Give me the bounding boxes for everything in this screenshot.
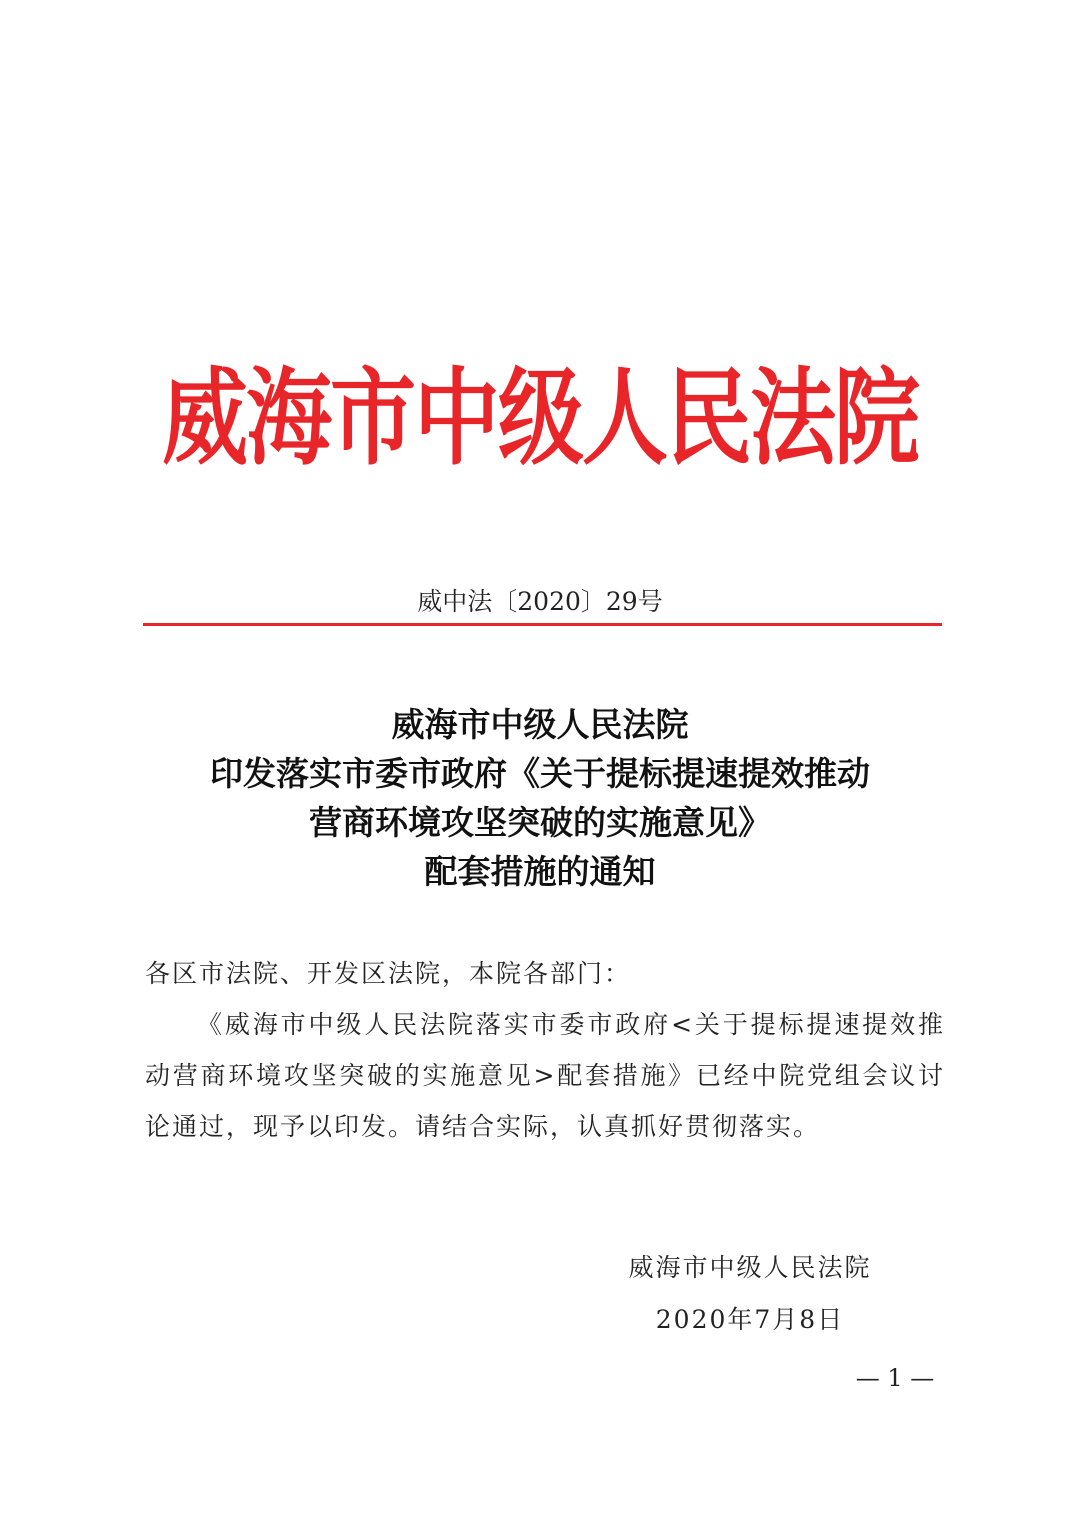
signature-date: 2020年7月8日 [655,1305,845,1334]
red-divider-line [143,623,942,626]
signature-organization: 威海市中级人民法院 [628,1253,872,1282]
document-number: 威中法〔2020〕29号 [417,587,663,616]
title-line-2: 印发落实市委市政府《关于提标提速提效推动 [210,754,870,793]
salutation: 各区市法院、开发区法院，本院各部门： [145,959,632,988]
title-line-3: 营商环境攻坚突破的实施意见》 [309,803,771,842]
title-line-4: 配套措施的通知 [424,852,656,891]
body-paragraph: 《威海市中级人民法院落实市委市政府<关于提标提速提效推动营商环境攻坚突破的实施意见>配套措施》已经中院党组会议讨论通过，现予以印发。请结合实际，认真抓好贯彻落实。 [145,1010,945,1141]
issuing-organization-header: 威海市中级人民法院 [162,356,918,481]
page-number: — 1 — [855,1364,935,1392]
document-title [100,700,980,896]
document-body [145,948,945,1152]
title-line-1: 威海市中级人民法院 [391,705,689,744]
